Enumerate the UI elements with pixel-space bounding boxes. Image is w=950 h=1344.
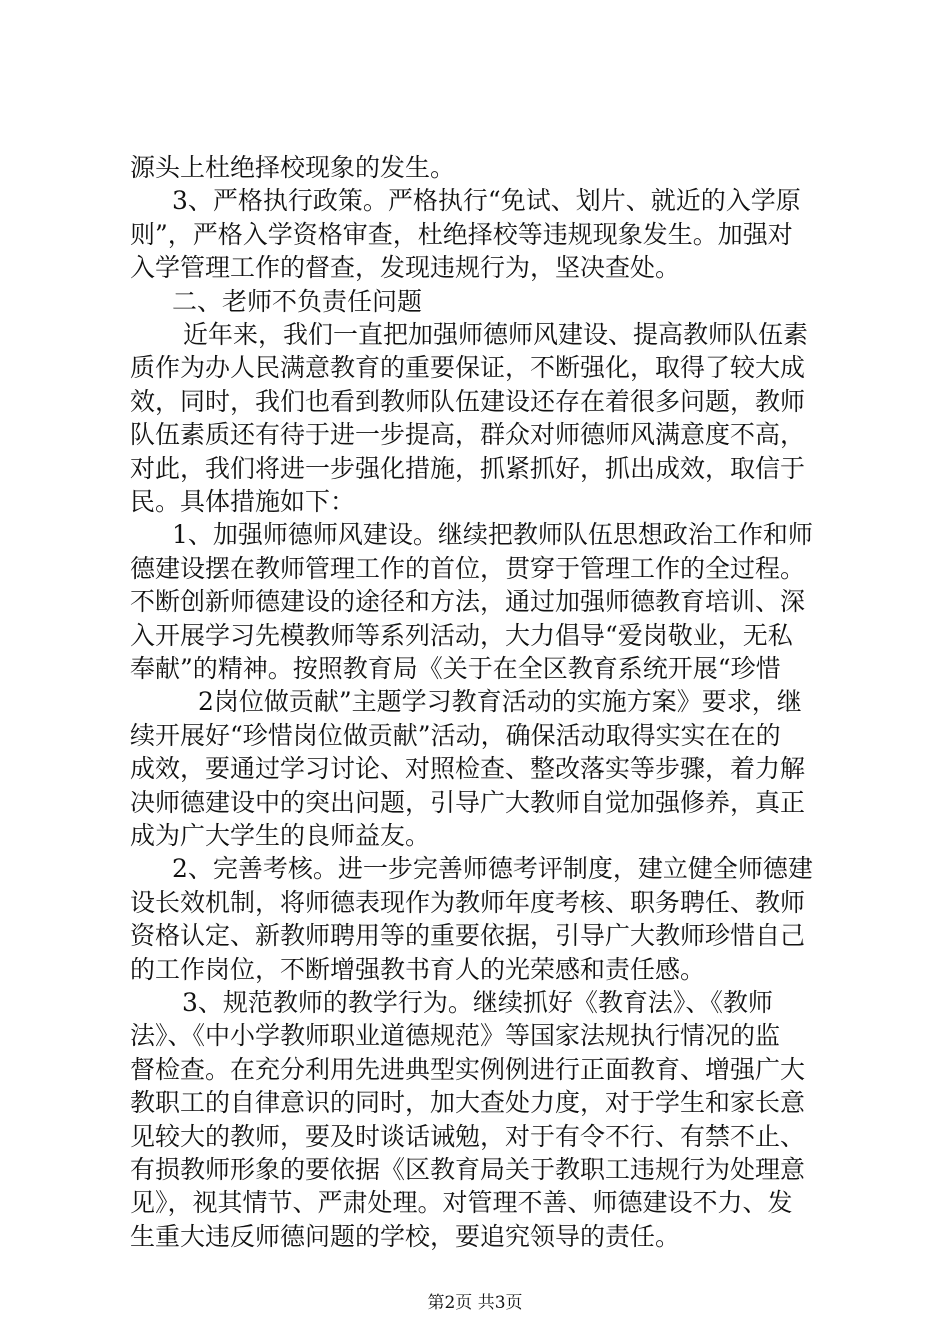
text-line: 设长效机制，将师德表现作为教师年度考核、职务聘任、教师 [130, 887, 806, 917]
text-line: 队伍素质还有待于进一步提高，群众对师德师风满意度不高， [130, 420, 806, 450]
text-line: 资格认定、新教师聘用等的重要依据，引导广大教师珍惜自己 [130, 921, 806, 951]
text-line: 续开展好“珍惜岗位做贡献”活动，确保活动取得实实在在的 [130, 720, 781, 750]
text-line: 质作为办人民满意教育的重要保证，不断强化，取得了较大成 [130, 353, 806, 383]
text-line: 生重大违反师德问题的学校，要追究领导的责任。 [130, 1221, 681, 1251]
text-line: 近年来，我们一直把加强师德师风建设、提高教师队伍素 [183, 320, 809, 349]
page-footer: 第2页 共3页 [427, 1293, 523, 1313]
text-line: 2、完善考核。进一步完善师德考评制度，建立健全师德建 [172, 854, 813, 884]
text-line: 教职工的自律意识的同时，加大查处力度，对于学生和家长意 [130, 1088, 806, 1118]
text-line: 见较大的教师，要及时谈话诫勉，对于有令不行、有禁不止、 [130, 1121, 806, 1151]
text-line: 决师德建设中的突出问题，引导广大教师自觉加强修养，真正 [130, 787, 806, 817]
text-line: 法》、《中小学教师职业道德规范》等国家法规执行情况的监 [130, 1021, 781, 1051]
text-line: 成为广大学生的良师益友。 [130, 821, 431, 850]
text-line: 成效，要通过学习讨论、对照检查、整改落实等步骤，着力解 [130, 754, 806, 784]
text-line: 则”，严格入学资格审查，杜绝择校等违规现象发生。加强对 [130, 219, 793, 249]
text-line: 二、老师不负责任问题 [172, 286, 423, 316]
text-line: 入学管理工作的督查，发现违规行为，坚决查处。 [130, 253, 681, 283]
text-line: 源头上杜绝择校现象的发生。 [130, 153, 456, 182]
text-line: 德建设摆在教师管理工作的首位，贯穿于管理工作的全过程。 [130, 553, 806, 583]
text-line: 民。具体措施如下： [130, 487, 356, 516]
text-line: 对此，我们将进一步强化措施，抓紧抓好，抓出成效，取信于 [130, 453, 806, 483]
text-line: 效，同时，我们也看到教师队伍建设还存在着很多问题，教师 [130, 386, 806, 416]
text-line: 1、加强师德师风建设。继续把教师队伍思想政治工作和师 [172, 520, 813, 550]
text-line: 3、严格执行政策。严格执行“免试、划片、就近的入学原 [172, 186, 801, 216]
text-line: 不断创新师德建设的途径和方法，通过加强师德教育培训、深 [130, 587, 806, 617]
text-line: 有损教师形象的要依据《区教育局关于教职工违规行为处理意 [130, 1155, 806, 1184]
text-line: 3、规范教师的教学行为。继续抓好《教育法》、《教师 [182, 988, 773, 1017]
text-line: 见》，视其情节、严肃处理。对管理不善、师德建设不力、发 [130, 1188, 793, 1218]
text-line: 入开展学习先模教师等系列活动，大力倡导“爱岗敬业，无私 [130, 620, 793, 650]
text-line: 的工作岗位，不断增强教书育人的光荣感和责任感。 [130, 954, 706, 984]
text-line: 奉献”的精神。按照教育局《关于在全区教育系统开展“珍惜 [130, 654, 781, 683]
text-line: 2岗位做贡献”主题学习教育活动的实施方案》要求，继 [198, 687, 802, 717]
text-line: 督检查。在充分利用先进典型实例例进行正面教育、增强广大 [130, 1054, 806, 1084]
